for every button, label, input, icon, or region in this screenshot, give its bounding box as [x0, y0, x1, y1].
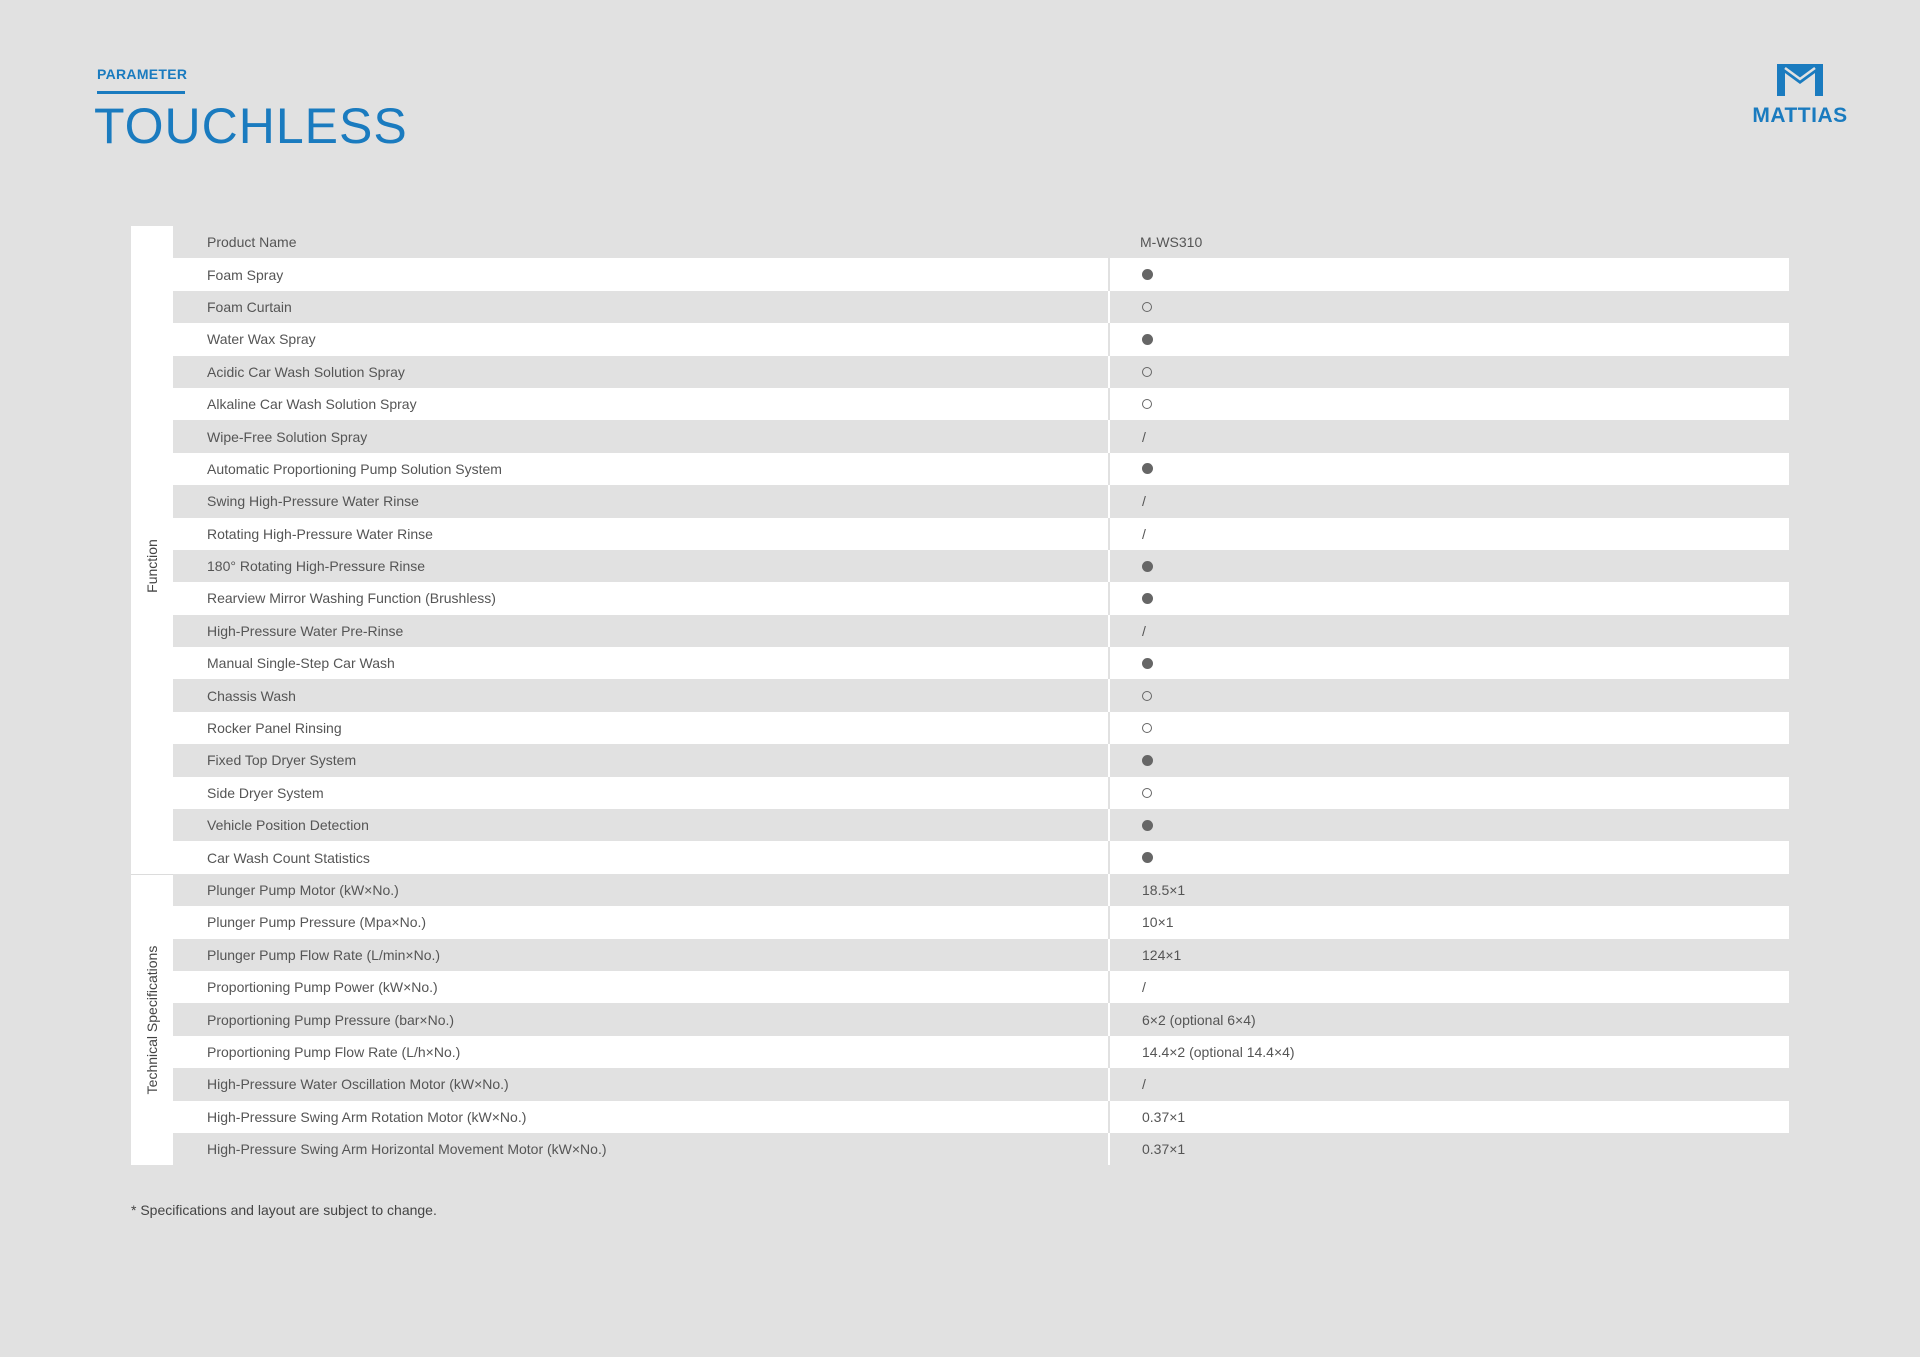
row-label: Water Wax Spray: [207, 331, 316, 348]
standard-dot-icon: [1142, 269, 1153, 280]
standard-dot-icon: [1142, 658, 1153, 669]
optional-circle-icon: [1142, 367, 1152, 377]
table-row: [173, 679, 1789, 711]
row-value: /: [1108, 971, 1789, 1003]
row-value: [1108, 258, 1789, 290]
standard-dot-icon: [1142, 463, 1153, 474]
row-value: 10×1: [1108, 906, 1789, 938]
header-group: [131, 226, 1789, 258]
row-label: Alkaline Car Wash Solution Spray: [207, 396, 417, 413]
table-row: [173, 939, 1789, 971]
row-value: [1108, 582, 1789, 614]
header-model: M-WS310: [1140, 234, 1203, 251]
row-value: [1108, 841, 1789, 873]
standard-dot-icon: [1142, 755, 1153, 766]
table-row: [173, 420, 1789, 452]
logo-wordmark: MATTIAS: [1752, 104, 1848, 127]
table-row: [173, 550, 1789, 582]
row-value: [1108, 291, 1789, 323]
table-row: [173, 356, 1789, 388]
table-row: [173, 971, 1789, 1003]
row-value: 14.4×2 (optional 14.4×4): [1108, 1036, 1789, 1068]
optional-circle-icon: [1142, 788, 1152, 798]
row-label: 180° Rotating High-Pressure Rinse: [207, 558, 426, 575]
kicker-underline: [97, 91, 185, 94]
table-row: [173, 647, 1789, 679]
standard-dot-icon: [1142, 561, 1153, 572]
row-value: [1108, 809, 1789, 841]
table-row: [173, 518, 1789, 550]
row-label: High-Pressure Water Pre-Rinse: [207, 622, 404, 639]
group-function: [131, 258, 1789, 873]
row-value: /: [1108, 1068, 1789, 1100]
table-row: [173, 1036, 1789, 1068]
row-label: Rocker Panel Rinsing: [207, 720, 342, 737]
header-product-name: Product Name: [207, 234, 297, 251]
row-label: Proportioning Pump Pressure (bar×No.): [207, 1011, 455, 1028]
row-value: /: [1108, 420, 1789, 452]
row-label: Car Wash Count Statistics: [207, 849, 370, 866]
row-label: Wipe-Free Solution Spray: [207, 428, 368, 445]
table-row: [173, 323, 1789, 355]
row-label: Foam Spray: [207, 266, 284, 283]
standard-dot-icon: [1142, 334, 1153, 345]
row-label: Proportioning Pump Power (kW×No.): [207, 979, 438, 996]
row-label: Rearview Mirror Washing Function (Brushless): [207, 590, 496, 607]
row-value: [1108, 647, 1789, 679]
footnote: * Specifications and layout are subject to change.: [131, 1202, 437, 1218]
row-value: [1108, 777, 1789, 809]
row-value: 18.5×1: [1108, 874, 1789, 906]
group-label: Technical Specifications: [144, 945, 160, 1095]
table-row: [173, 777, 1789, 809]
row-label: Automatic Proportioning Pump Solution System: [207, 460, 502, 477]
row-label: Acidic Car Wash Solution Spray: [207, 363, 405, 380]
table-row: [173, 258, 1789, 290]
row-value: [1108, 744, 1789, 776]
table-row: [173, 291, 1789, 323]
table-row: [173, 615, 1789, 647]
table-row: [173, 1068, 1789, 1100]
page-title: TOUCHLESS: [94, 98, 408, 154]
optional-circle-icon: [1142, 399, 1152, 409]
row-label: Side Dryer System: [207, 784, 324, 801]
table-row: [173, 1133, 1789, 1165]
row-value: /: [1108, 485, 1789, 517]
row-value: [1108, 453, 1789, 485]
standard-dot-icon: [1142, 820, 1153, 831]
row-label: Chassis Wash: [207, 687, 296, 704]
row-label: Foam Curtain: [207, 298, 292, 315]
row-value: /: [1108, 518, 1789, 550]
row-label: Plunger Pump Flow Rate (L/min×No.): [207, 946, 441, 963]
row-label: Proportioning Pump Flow Rate (L/h×No.): [207, 1043, 461, 1060]
row-value: 0.37×1: [1108, 1101, 1789, 1133]
table-row: [173, 809, 1789, 841]
row-value: /: [1108, 615, 1789, 647]
row-value: 0.37×1: [1108, 1133, 1789, 1165]
group-label: Function: [144, 539, 160, 593]
row-label: Rotating High-Pressure Water Rinse: [207, 525, 433, 542]
table-row: [173, 906, 1789, 938]
table-row: [173, 712, 1789, 744]
optional-circle-icon: [1142, 302, 1152, 312]
row-value: [1108, 356, 1789, 388]
row-label: Plunger Pump Motor (kW×No.): [207, 882, 399, 898]
row-label: High-Pressure Swing Arm Horizontal Movement Motor (kW×No.): [207, 1141, 607, 1158]
table-header-row: [173, 226, 1789, 258]
group-technical-specifications: [131, 874, 1789, 1166]
row-value: [1108, 323, 1789, 355]
table-row: [173, 453, 1789, 485]
standard-dot-icon: [1142, 852, 1153, 863]
group-label-cell: [131, 258, 173, 873]
standard-dot-icon: [1142, 593, 1153, 604]
table-row: [173, 841, 1789, 873]
mattias-logo-icon: [1777, 64, 1823, 96]
table-row: [173, 485, 1789, 517]
row-value: [1108, 679, 1789, 711]
row-value: [1108, 388, 1789, 420]
table-row: [173, 388, 1789, 420]
row-label: Plunger Pump Pressure (Mpa×No.): [207, 914, 427, 931]
row-label: High-Pressure Water Oscillation Motor (kW×No.): [207, 1076, 509, 1093]
row-label: Manual Single-Step Car Wash: [207, 655, 395, 672]
header-label-cell: [131, 226, 173, 258]
table-row: [173, 582, 1789, 614]
table-row: [173, 874, 1789, 906]
table-row: [173, 1003, 1789, 1035]
row-label: Fixed Top Dryer System: [207, 752, 357, 769]
spec-table: [131, 226, 1789, 1165]
section-kicker: PARAMETER: [97, 66, 188, 82]
brand-logo: [1740, 64, 1860, 134]
optional-circle-icon: [1142, 723, 1152, 733]
row-value: [1108, 550, 1789, 582]
group-label-cell: [131, 874, 173, 1166]
row-label: Swing High-Pressure Water Rinse: [207, 493, 419, 510]
row-value: 124×1: [1108, 939, 1789, 971]
row-value: [1108, 712, 1789, 744]
table-row: [173, 1101, 1789, 1133]
optional-circle-icon: [1142, 691, 1152, 701]
row-value: 6×2 (optional 6×4): [1108, 1003, 1789, 1035]
row-label: High-Pressure Swing Arm Rotation Motor (kW×No.): [207, 1108, 527, 1125]
table-row: [173, 744, 1789, 776]
row-label: Vehicle Position Detection: [207, 817, 369, 834]
